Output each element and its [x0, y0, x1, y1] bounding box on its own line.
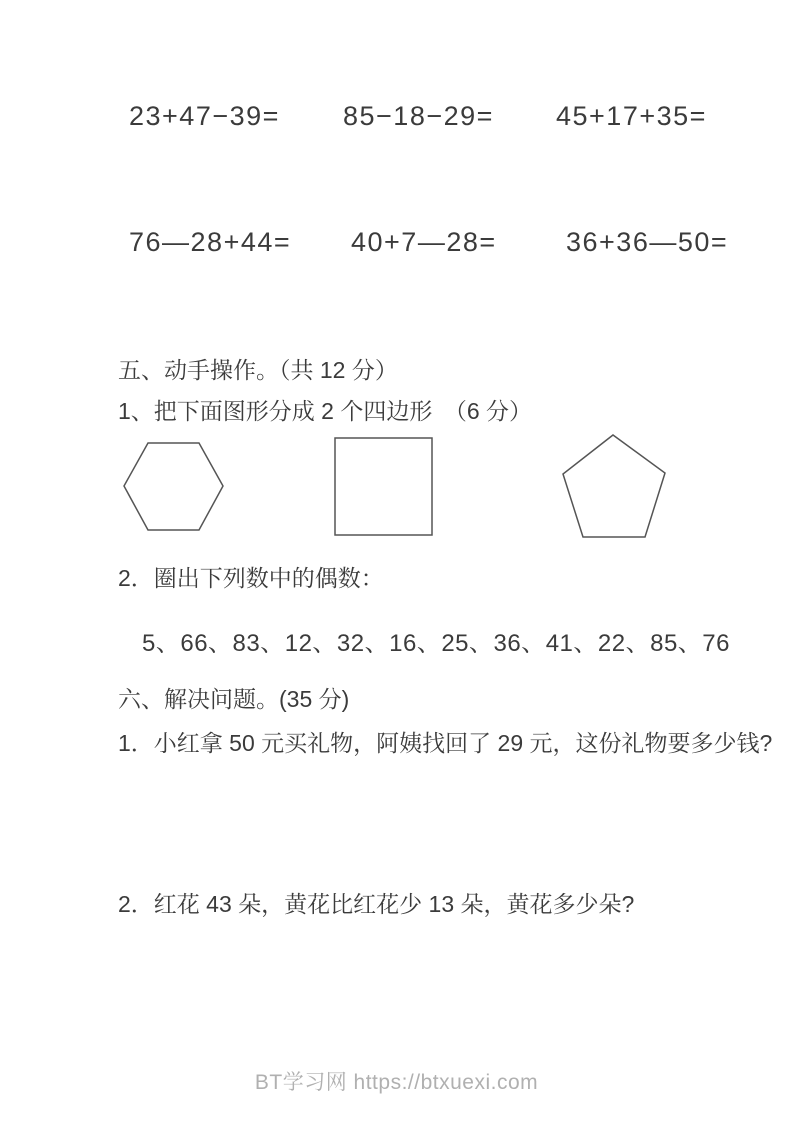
- arithmetic-problem-4: 76—28+44=: [129, 227, 292, 257]
- even-numbers-list: 5、66、83、12、32、16、25、36、41、22、85、76: [142, 630, 730, 657]
- square-shape: [334, 437, 433, 536]
- arithmetic-problem-5: 40+7—28=: [351, 227, 497, 257]
- hexagon-shape: [123, 442, 224, 532]
- section-six-question-1: 1．小红拿 50 元买礼物，阿姨找回了 29 元，这份礼物要多少钱?: [118, 730, 773, 756]
- pentagon-shape: [562, 434, 666, 538]
- arithmetic-problem-3: 45+17+35=: [556, 101, 707, 131]
- section-five-heading: 五、动手操作。（共 12 分）: [118, 357, 398, 383]
- arithmetic-problem-6: 36+36—50=: [566, 227, 729, 257]
- section-five-question-2: 2．圈出下列数中的偶数：: [118, 565, 384, 591]
- arithmetic-problem-2: 85−18−29=: [343, 101, 494, 131]
- arithmetic-problem-1: 23+47−39=: [129, 101, 280, 131]
- section-six-question-2: 2．红花 43 朵，黄花比红花少 13 朵，黄花多少朵?: [118, 891, 635, 917]
- section-five-question-1: 1、把下面图形分成 2 个四边形 （6 分）: [118, 398, 533, 424]
- footer-site-credit: BT学习网 https://btxuexi.com: [254, 1071, 539, 1094]
- section-six-heading: 六、解决问题。(35 分): [118, 686, 350, 712]
